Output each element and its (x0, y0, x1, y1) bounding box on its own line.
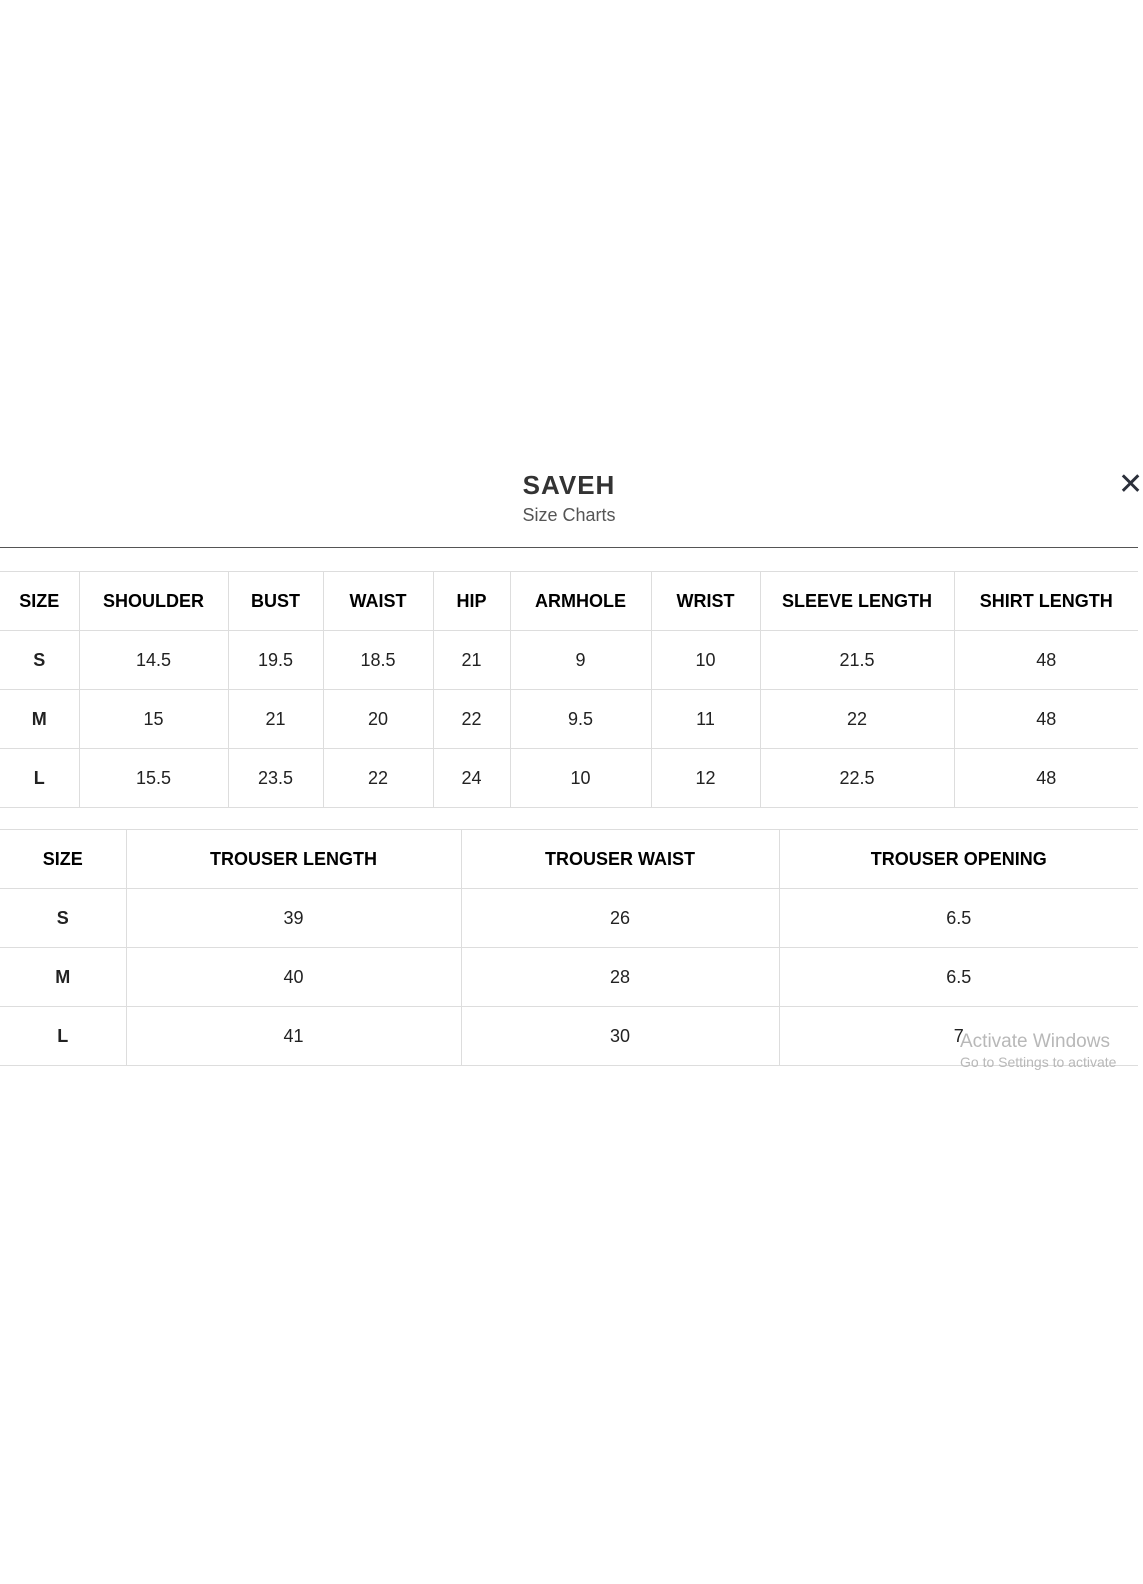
watermark-line-1: Activate Windows (960, 1031, 1110, 1052)
measurement-cell: 18.5 (323, 631, 433, 690)
table-row (0, 948, 1138, 1007)
table-header-row (0, 830, 1138, 889)
size-label: L (0, 1007, 126, 1066)
table-row (0, 889, 1138, 948)
size-label: L (0, 749, 79, 808)
measurement-cell: 40 (126, 948, 461, 1007)
table-row (0, 631, 1138, 690)
size-label: S (0, 889, 126, 948)
measurement-cell: 28 (461, 948, 779, 1007)
column-header: BUST (228, 572, 323, 631)
column-header: ARMHOLE (510, 572, 651, 631)
size-label: M (0, 690, 79, 749)
measurement-cell: 9.5 (510, 690, 651, 749)
column-header: SLEEVE LENGTH (760, 572, 954, 631)
table-row (0, 690, 1138, 749)
measurement-cell: 24 (433, 749, 510, 808)
measurement-cell: 48 (954, 631, 1138, 690)
column-header: WAIST (323, 572, 433, 631)
measurement-cell: 10 (510, 749, 651, 808)
measurement-cell: 6.5 (779, 948, 1138, 1007)
table-header-row (0, 572, 1138, 631)
windows-activation-watermark (960, 1031, 1116, 1071)
shirt-size-table (0, 571, 1138, 808)
column-header: SHIRT LENGTH (954, 572, 1138, 631)
size-label: S (0, 631, 79, 690)
measurement-cell: 9 (510, 631, 651, 690)
measurement-cell: 26 (461, 889, 779, 948)
column-header: HIP (433, 572, 510, 631)
measurement-cell: 39 (126, 889, 461, 948)
measurement-cell: 21 (228, 690, 323, 749)
column-header: TROUSER OPENING (779, 830, 1138, 889)
column-header: SIZE (0, 830, 126, 889)
measurement-cell: 21.5 (760, 631, 954, 690)
measurement-cell: 11 (651, 690, 760, 749)
measurement-cell: 10 (651, 631, 760, 690)
measurement-cell: 20 (323, 690, 433, 749)
column-header: TROUSER LENGTH (126, 830, 461, 889)
header-divider (0, 547, 1138, 548)
measurement-cell: 30 (461, 1007, 779, 1066)
measurement-cell: 15.5 (79, 749, 228, 808)
modal-title: SAVEH (522, 470, 616, 500)
column-header: SHOULDER (79, 572, 228, 631)
table-row (0, 749, 1138, 808)
measurement-cell: 22.5 (760, 749, 954, 808)
watermark-line-2: Go to Settings to activate (960, 1053, 1117, 1070)
measurement-cell: 22 (323, 749, 433, 808)
measurement-cell: 15 (79, 690, 228, 749)
measurement-cell: 41 (126, 1007, 461, 1066)
measurement-cell: 48 (954, 749, 1138, 808)
measurement-cell: 14.5 (79, 631, 228, 690)
measurement-cell: 12 (651, 749, 760, 808)
measurement-cell: 7 (779, 1007, 1138, 1066)
measurement-cell: 23.5 (228, 749, 323, 808)
measurement-cell: 48 (954, 690, 1138, 749)
measurement-cell: 22 (433, 690, 510, 749)
close-icon[interactable]: ✕ (1118, 468, 1143, 501)
size-label: M (0, 948, 126, 1007)
modal-subtitle: Size Charts (522, 505, 616, 525)
column-header: SIZE (0, 572, 79, 631)
measurement-cell: 6.5 (779, 889, 1138, 948)
column-header: TROUSER WAIST (461, 830, 779, 889)
column-header: WRIST (651, 572, 760, 631)
measurement-cell: 22 (760, 690, 954, 749)
measurement-cell: 19.5 (228, 631, 323, 690)
measurement-cell: 21 (433, 631, 510, 690)
